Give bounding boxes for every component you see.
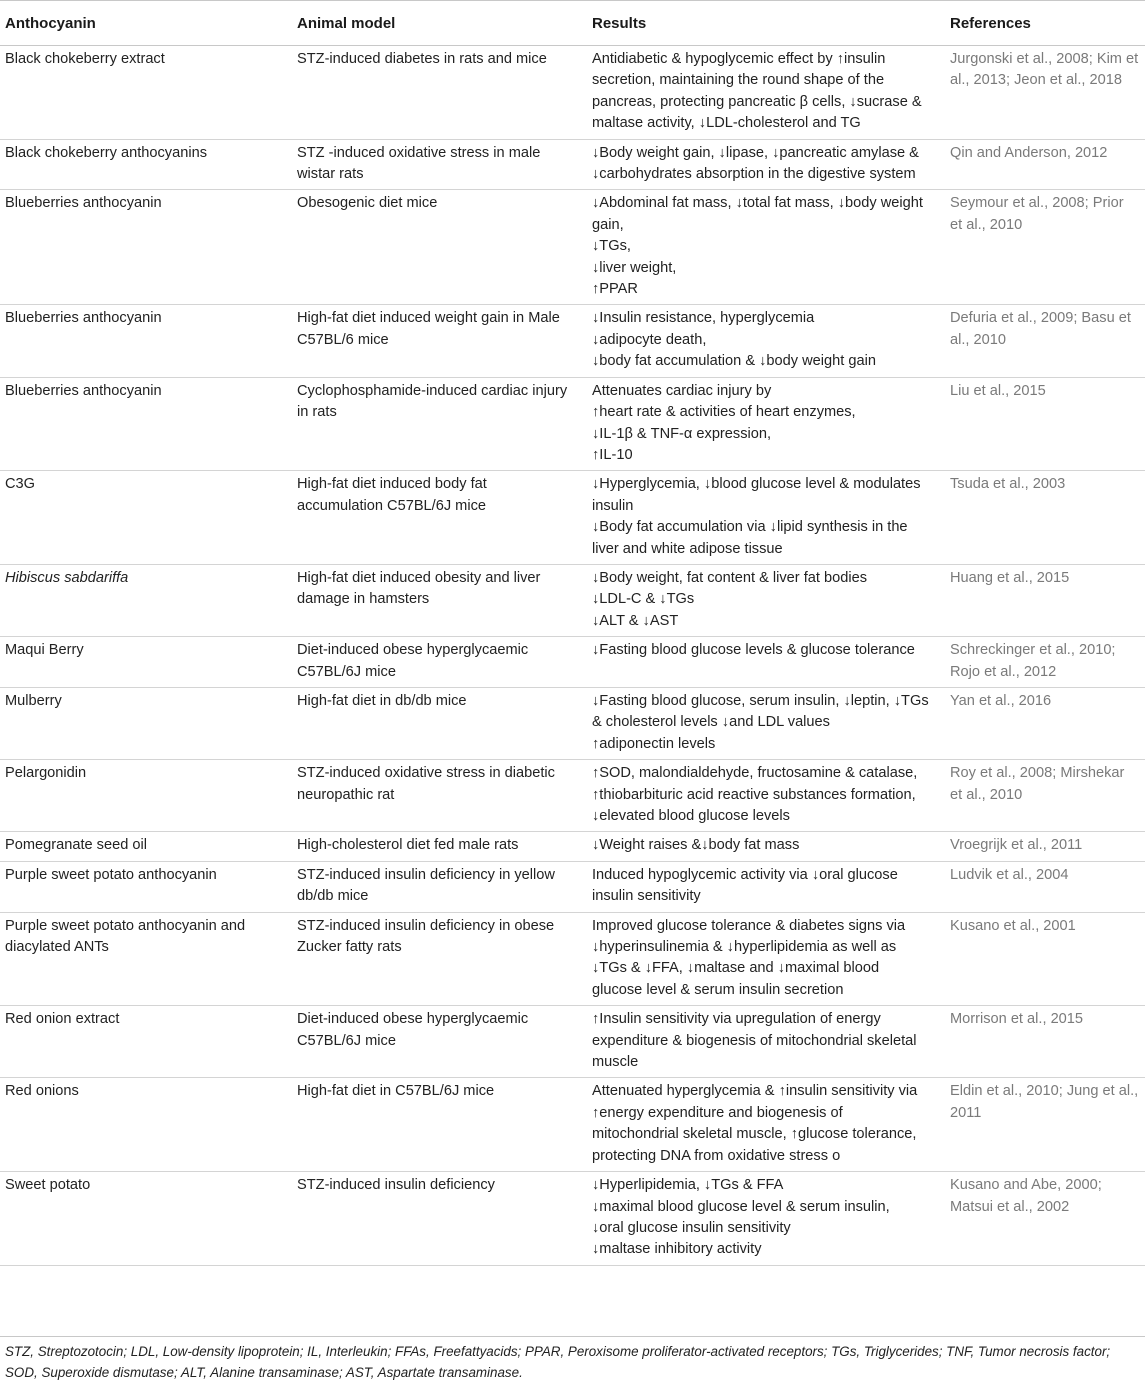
table-row	[0, 190, 1145, 305]
cell-anthocyanin: Purple sweet potato anthocyanin and diacylated ANTs	[5, 917, 246, 956]
cell-results: ↑Insulin sensitivity via upregulation of energy expenditure & biogenesis of mitochondrial skeletal muscle	[592, 1011, 917, 1071]
cell-anthocyanin: Maqui Berry	[5, 642, 84, 659]
table-row	[0, 760, 1145, 832]
table-row	[0, 862, 1145, 913]
cell-anthocyanin: Black chokeberry anthocyanins	[5, 144, 207, 161]
cell-animal-model: STZ-induced insulin deficiency in yellow db/db mice	[297, 866, 555, 905]
cell-animal-model: High-fat diet induced body fat accumulation C57BL/6J mice	[297, 476, 487, 514]
cell-animal-model: STZ-induced insulin deficiency in obese Zucker fatty rats	[297, 917, 555, 956]
cell-references: Vroegrijk et al., 2011	[950, 837, 1083, 854]
cell-references: Qin and Anderson, 2012	[950, 144, 1108, 161]
header-references: References	[950, 14, 1031, 32]
cell-animal-model: STZ-induced oxidative stress in diabetic neuropathic rat	[297, 765, 555, 803]
table-row	[0, 471, 1145, 565]
cell-references: Yan et al., 2016	[950, 692, 1052, 709]
table-row	[0, 140, 1145, 191]
cell-anthocyanin: Mulberry	[5, 692, 62, 709]
cell-references: Kusano et al., 2001	[950, 917, 1076, 934]
cell-animal-model: STZ -induced oxidative stress in male wistar rats	[297, 144, 541, 183]
table-row	[0, 378, 1145, 472]
cell-results: Induced hypoglycemic activity via ↓oral glucose insulin sensitivity	[592, 866, 898, 905]
cell-animal-model: Diet-induced obese hyperglycaemic C57BL/6J mice	[297, 642, 529, 680]
cell-results: ↑SOD, malondialdehyde, fructosamine & catalase, ↑thiobarbituric acid reactive substances formation, ↓elevated blood glucose levels	[592, 765, 918, 824]
cell-anthocyanin: Blueberries anthocyanin	[5, 382, 162, 399]
header-anthocyanin: Anthocyanin	[5, 14, 96, 32]
cell-animal-model: Cyclophosphamide-induced cardiac injury in rats	[297, 382, 568, 421]
cell-anthocyanin: C3G	[5, 476, 36, 493]
cell-references: Huang et al., 2015	[950, 569, 1070, 586]
table-footnote: STZ, Streptozotocin; LDL, Low-density lipoprotein; IL, Interleukin; FFAs, Freefattyacids; PPAR, Peroxisome proliferator-activated receptors; TGs, Triglycerides; TNF, Tumor necrosis factor; SOD, Superoxide dismutase; ALT, Alanine transaminase; AST, Aspartate transaminase.	[0, 1336, 1145, 1383]
cell-references: Seymour et al., 2008; Prior et al., 2010	[950, 195, 1124, 233]
cell-anthocyanin: Pelargonidin	[5, 765, 87, 782]
cell-anthocyanin: Blueberries anthocyanin	[5, 195, 162, 212]
cell-results: ↓Fasting blood glucose levels & glucose tolerance	[592, 642, 915, 659]
cell-animal-model: Obesogenic diet mice	[297, 195, 438, 212]
table-row	[0, 637, 1145, 688]
cell-references: Tsuda et al., 2003	[950, 476, 1066, 493]
cell-references: Schreckinger et al., 2010; Rojo et al., 2012	[950, 642, 1116, 680]
table-row	[0, 1006, 1145, 1078]
cell-results: Antidiabetic & hypoglycemic effect by ↑insulin secretion, maintaining the round shape of the pancreas, protecting pancreatic β cells, ↓sucrase & maltase activity, ↓LDL-cholesterol and TG	[592, 51, 922, 132]
cell-animal-model: High-fat diet in C57BL/6J mice	[297, 1083, 495, 1100]
cell-animal-model: STZ-induced insulin deficiency	[297, 1177, 495, 1194]
cell-references: Eldin et al., 2010; Jung et al., 2011	[950, 1083, 1139, 1121]
cell-animal-model: High-cholesterol diet fed male rats	[297, 837, 519, 854]
cell-anthocyanin: Black chokeberry extract	[5, 51, 165, 67]
table-row	[0, 688, 1145, 760]
cell-anthocyanin: Red onions	[5, 1083, 79, 1100]
cell-results: ↓Hyperlipidemia, ↓TGs & FFA ↓maximal blood glucose level & serum insulin, ↓oral glucose insulin sensitivity ↓maltase inhibitory activity	[592, 1177, 890, 1258]
cell-references: Defuria et al., 2009; Basu et al., 2010	[950, 310, 1131, 348]
table-row	[0, 913, 1145, 1007]
table-row	[0, 1172, 1145, 1266]
cell-animal-model: High-fat diet induced obesity and liver damage in hamsters	[297, 569, 541, 608]
cell-results: ↓Body weight gain, ↓lipase, ↓pancreatic amylase & ↓carbohydrates absorption in the digestive system	[592, 144, 919, 183]
cell-references: Morrison et al., 2015	[950, 1011, 1084, 1028]
cell-animal-model: High-fat diet in db/db mice	[297, 692, 467, 709]
cell-animal-model: STZ-induced diabetes in rats and mice	[297, 51, 547, 67]
table-body	[0, 46, 1145, 1266]
header-results: Results	[592, 14, 647, 32]
cell-anthocyanin: Hibiscus sabdariffa	[5, 569, 129, 586]
header-animal-model: Animal model	[297, 14, 396, 32]
cell-anthocyanin: Sweet potato	[5, 1177, 91, 1194]
table-row	[0, 46, 1145, 140]
cell-results: ↓Body weight, fat content & liver fat bodies ↓LDL-C & ↓TGs ↓ALT & ↓AST	[592, 569, 868, 629]
table-row	[0, 1078, 1145, 1172]
cell-references: Liu et al., 2015	[950, 382, 1046, 399]
cell-references: Ludvik et al., 2004	[950, 866, 1069, 883]
cell-animal-model: Diet-induced obese hyperglycaemic C57BL/6J mice	[297, 1011, 529, 1049]
table-row	[0, 565, 1145, 637]
cell-references: Jurgonski et al., 2008; Kim et al., 2013; Jeon et al., 2018	[950, 51, 1139, 89]
table-row	[0, 305, 1145, 377]
cell-references: Roy et al., 2008; Mirshekar et al., 2010	[950, 765, 1125, 803]
cell-anthocyanin: Red onion extract	[5, 1011, 120, 1028]
cell-results: ↓Weight raises &↓body fat mass	[592, 837, 800, 854]
cell-results: ↓Hyperglycemia, ↓blood glucose level & modulates insulin ↓Body fat accumulation via ↓lipid synthesis in the liver and white adipose tissue	[592, 476, 921, 557]
cell-results: Attenuates cardiac injury by ↑heart rate & activities of heart enzymes, ↓IL-1β & TNF-α expression, ↑IL-10	[592, 382, 856, 463]
cell-anthocyanin: Purple sweet potato anthocyanin	[5, 866, 217, 883]
cell-results: ↓Fasting blood glucose, serum insulin, ↓leptin, ↓TGs & cholesterol levels ↓and LDL values ↑adiponectin levels	[592, 692, 929, 752]
table-row	[0, 832, 1145, 861]
cell-results: Improved glucose tolerance & diabetes signs via ↓hyperinsulinemia & ↓hyperlipidemia as well as ↓TGs & ↓FFA, ↓maltase and ↓maximal blood glucose level & serum insulin secretion	[592, 917, 906, 998]
table-header	[0, 0, 1145, 46]
cell-results: Attenuated hyperglycemia & ↑insulin sensitivity via ↑energy expenditure and biogenesis of mitochondrial skeletal muscle, ↑glucose tolerance, protecting DNA from oxidative stress o	[592, 1083, 918, 1164]
cell-anthocyanin: Blueberries anthocyanin	[5, 310, 162, 327]
cell-results: ↓Insulin resistance, hyperglycemia ↓adipocyte death, ↓body fat accumulation & ↓body weight gain	[592, 310, 876, 370]
cell-references: Kusano and Abe, 2000; Matsui et al., 2002	[950, 1177, 1102, 1215]
cell-results: ↓Abdominal fat mass, ↓total fat mass, ↓body weight gain, ↓TGs, ↓liver weight, ↑PPAR	[592, 195, 923, 298]
cell-anthocyanin: Pomegranate seed oil	[5, 837, 147, 854]
cell-animal-model: High-fat diet induced weight gain in Male C57BL/6 mice	[297, 310, 560, 348]
